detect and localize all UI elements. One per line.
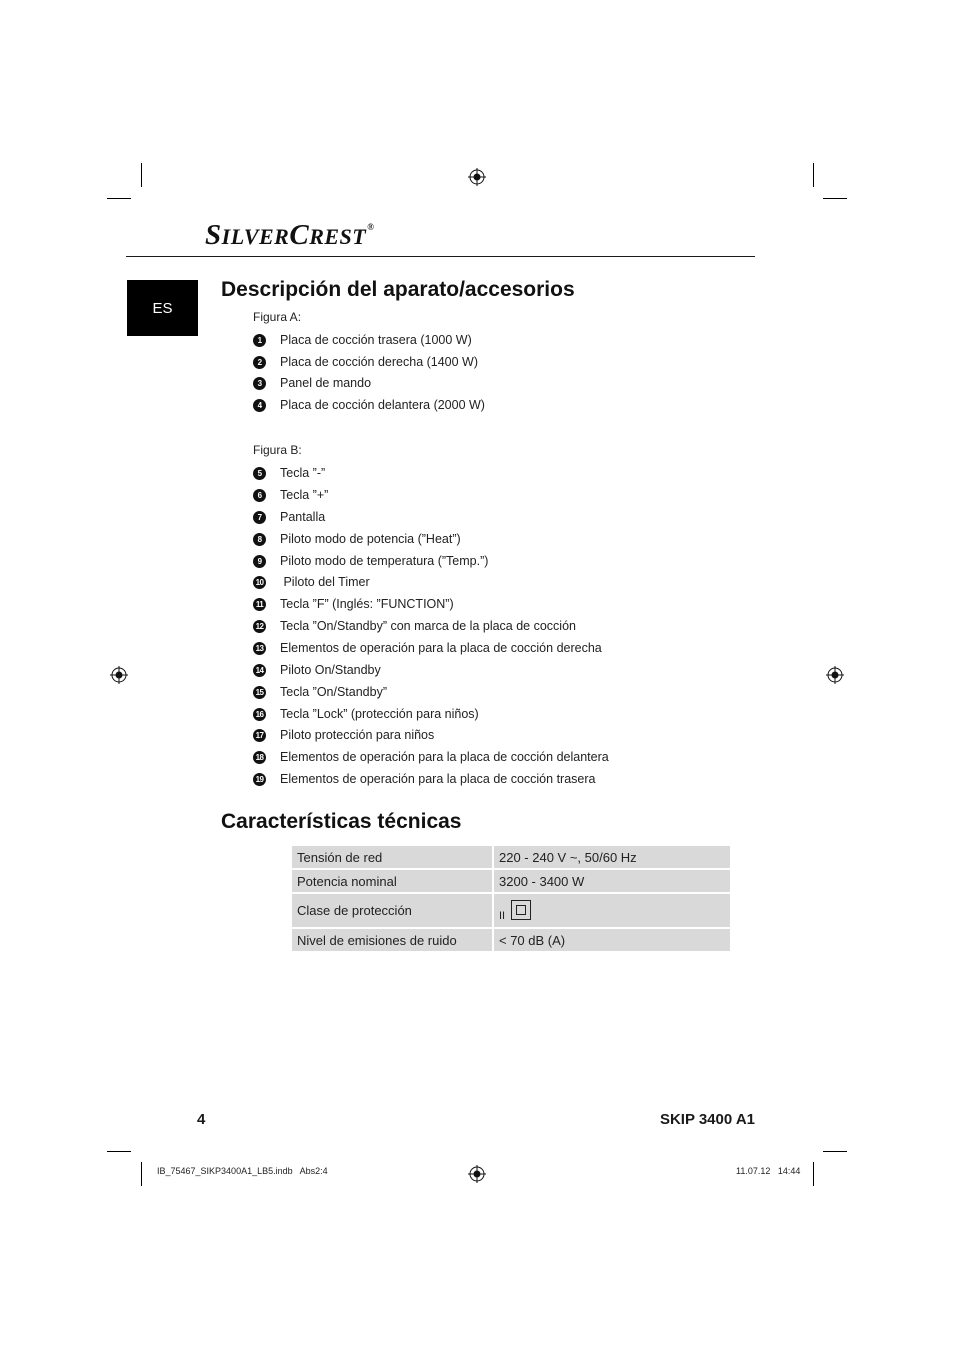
page-number: 4 [197,1111,206,1128]
spec-label: Clase de protección [291,893,493,928]
item-number: 7 [253,511,266,524]
list-item [253,574,370,590]
spec-label: Tensión de red [291,845,493,869]
table-row [291,928,731,952]
list-item [253,465,325,481]
item-text: Tecla ”On/Standby” [280,685,387,699]
crop-mark [107,198,131,199]
list-item [253,332,472,348]
figure-a-label: Figura A: [253,310,302,324]
item-text: Piloto del Timer [280,575,370,589]
item-text: Placa de cocción derecha (1400 W) [280,355,479,369]
item-number: 14 [253,664,266,677]
item-number: 3 [253,377,266,390]
header-rule [126,256,755,257]
item-text: Elementos de operación para la placa de cocción trasera [280,772,596,786]
figure-b-label: Figura B: [253,443,302,457]
crop-mark [813,163,814,187]
spec-value: 3200 - 3400 W [493,869,731,893]
item-text: Placa de cocción delantera (2000 W) [280,398,485,412]
crop-mark [823,198,847,199]
list-item [253,596,454,612]
brand-logo: SILVERCREST® [205,219,375,251]
registered-mark: ® [367,222,375,232]
item-number: 18 [253,751,266,764]
table-row [291,893,731,928]
table-row [291,845,731,869]
crop-mark [141,163,142,187]
protection-class [499,900,531,922]
crop-mark [823,1151,847,1152]
item-text: Pantalla [280,510,326,524]
section-title-description: Descripción del aparato/accesorios [221,278,575,301]
item-number: 19 [253,773,266,786]
list-item [253,509,325,525]
item-number: 5 [253,467,266,480]
item-text: Tecla ”On/Standby” con marca de la placa de cocción [280,619,576,633]
registration-mark-icon [110,666,128,684]
list-item [253,684,387,700]
item-text: Elementos de operación para la placa de cocción derecha [280,641,602,655]
item-number: 4 [253,399,266,412]
item-text: Piloto modo de potencia (”Heat”) [280,532,461,546]
spec-value-cell [493,893,731,928]
specs-table [290,844,732,953]
item-text: Tecla ”F” (Inglés: ”FUNCTION”) [280,597,454,611]
list-item [253,487,328,503]
item-number: 10 [253,576,266,589]
list-item [253,771,595,787]
list-item [253,531,461,547]
list-item [253,727,434,743]
list-item [253,662,381,678]
item-number: 9 [253,555,266,568]
list-item [253,706,479,722]
item-text: Tecla ”+” [280,488,329,502]
spec-value: < 70 dB (A) [493,928,731,952]
protection-class-roman: II [499,909,506,922]
list-item [253,397,485,413]
item-number: 6 [253,489,266,502]
section-title-specs: Características técnicas [221,810,462,833]
registration-mark-icon [468,1165,486,1183]
model-name: SKIP 3400 A1 [659,1111,755,1128]
list-item [253,553,488,569]
spec-label: Potencia nominal [291,869,493,893]
double-insulation-icon [511,900,531,920]
item-text: Piloto On/Standby [280,663,381,677]
registration-mark-icon [826,666,844,684]
crop-mark [141,1162,142,1186]
item-text: Piloto modo de temperatura (”Temp.”) [280,554,489,568]
item-text: Panel de mando [280,376,372,390]
crop-mark [107,1151,131,1152]
item-number: 17 [253,729,266,742]
spec-label: Nivel de emisiones de ruido [291,928,493,952]
item-number: 15 [253,686,266,699]
item-number: 11 [253,598,266,611]
item-number: 1 [253,334,266,347]
list-item [253,640,602,656]
item-text: Piloto protección para niños [280,728,435,742]
table-row [291,869,731,893]
list-item [253,749,609,765]
item-text: Tecla ”-” [280,466,326,480]
item-text: Tecla ”Lock” (protección para niños) [280,707,479,721]
item-text: Elementos de operación para la placa de cocción delantera [280,750,609,764]
registration-mark-icon [468,168,486,186]
language-tab: ES [127,280,198,336]
item-number: 8 [253,533,266,546]
list-item [253,618,576,634]
file-slug: IB_75467_SIKP3400A1_LB5.indb Abs2:4 [157,1166,328,1176]
item-number: 13 [253,642,266,655]
item-number: 16 [253,708,266,721]
list-item [253,375,371,391]
print-timestamp: 11.07.12 14:44 [736,1166,801,1176]
crop-mark [813,1162,814,1186]
list-item [253,354,478,370]
item-number: 12 [253,620,266,633]
item-number: 2 [253,356,266,369]
item-text: Placa de cocción trasera (1000 W) [280,333,472,347]
spec-value: 220 - 240 V ~, 50/60 Hz [493,845,731,869]
